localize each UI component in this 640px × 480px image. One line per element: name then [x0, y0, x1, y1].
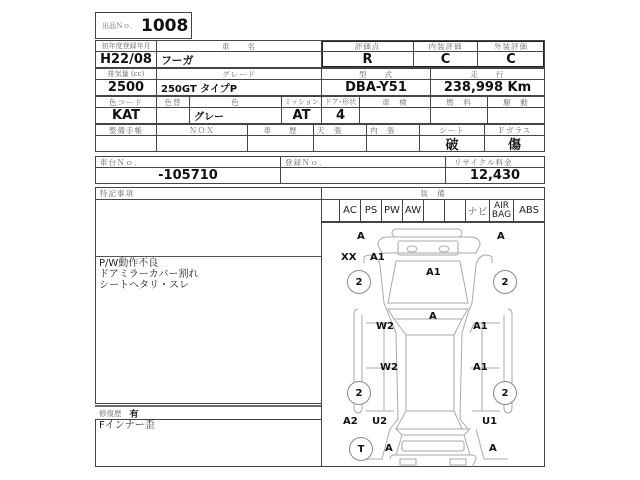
- damage-rear-right-corner: A: [489, 443, 497, 454]
- lot-number-box: [95, 12, 192, 39]
- chassis-label: 車台Ｎｏ．: [95, 156, 281, 168]
- registration-value: [280, 167, 446, 184]
- registration-label: 登録Ｎｏ．: [280, 156, 446, 168]
- equipment-item-aw: AW: [403, 200, 424, 221]
- tire-rear-right: 2: [493, 381, 517, 405]
- history-value: [247, 135, 314, 152]
- remarks-label: 特記事項: [95, 187, 322, 200]
- equipment-item-abs: ABS: [519, 205, 539, 216]
- interior-lining-value: [366, 135, 420, 152]
- repair-history-header: [95, 405, 322, 419]
- damage-front-right-corner: A: [497, 231, 505, 242]
- inspection-value: [359, 107, 431, 124]
- equipment-item-blank-2: [424, 200, 445, 221]
- damage-rear-left-quarter: U2: [372, 416, 388, 427]
- inspection-label: 車 検: [359, 96, 431, 108]
- spare-tire: T: [349, 437, 373, 461]
- displacement-value: 2500: [95, 79, 157, 96]
- recycle-label: リサイクル料金: [445, 156, 545, 168]
- model-value: DBA-Y51: [321, 79, 431, 96]
- transmission-value: AT: [281, 107, 322, 124]
- equipment-item-ps: PS: [361, 200, 382, 221]
- history-label: 車 歴: [247, 124, 314, 136]
- roof-value: [313, 135, 367, 152]
- equipment-label: 装 備: [321, 187, 545, 200]
- color-label: 色: [189, 96, 282, 108]
- seat-label: シート: [419, 124, 485, 136]
- color-code-value: KAT: [95, 107, 157, 124]
- fuel-label: 燃 料: [430, 96, 488, 108]
- color-code-label: 色コード: [95, 96, 157, 108]
- remark-line-2: ドアミラーカバー割れ: [99, 269, 199, 280]
- equipment-row: [321, 199, 545, 222]
- exterior-score-label: 外装評価: [477, 40, 545, 52]
- seat-value: 破: [419, 135, 485, 152]
- damage-front-left-fender: A1: [370, 252, 385, 263]
- drive-label: 駆 動: [487, 96, 545, 108]
- reg-year-value: H22/08: [95, 51, 157, 68]
- equipment-item-airbag: AIR BAG: [490, 200, 514, 221]
- mileage-label: 走 行: [430, 68, 545, 80]
- transmission-label: ミッション: [281, 96, 322, 108]
- remarks-divider: [95, 256, 322, 257]
- tire-rear-left: 2: [347, 381, 371, 405]
- damage-rear-left-door: W2: [380, 362, 398, 373]
- damage-rear-right-door: A1: [473, 362, 488, 373]
- repair-notes: Fインナー歪: [99, 420, 155, 431]
- lot-number-label: 出品Ｎｏ．: [102, 21, 137, 30]
- damage-front-left-corner: A: [357, 231, 365, 242]
- drive-value: [487, 107, 545, 124]
- chassis-value: -105710: [95, 167, 281, 184]
- equipment-item-ac: AC: [340, 200, 361, 221]
- car-name-value: フーガ: [156, 51, 322, 68]
- model-label: 型 式: [321, 68, 431, 80]
- fglass-value: 傷: [484, 135, 545, 152]
- equipment-item-blank: [322, 200, 340, 221]
- damage-front-left-door: W2: [376, 321, 394, 332]
- remarks-lines: [99, 258, 319, 291]
- damage-roof-front: A: [429, 311, 437, 322]
- roof-label: 天 張: [313, 124, 367, 136]
- remark-line-3: シートヘタリ・スレ: [99, 280, 189, 291]
- fuel-value: [430, 107, 488, 124]
- equipment-item-navi: ナビ: [466, 200, 490, 221]
- maintenance-value: [95, 135, 157, 152]
- doors-label: ドア･形状: [321, 96, 360, 108]
- remark-line-1: P/W動作不良: [99, 258, 159, 269]
- equipment-item-pw: PW: [382, 200, 403, 221]
- damage-rear-right-quarter: U1: [482, 416, 498, 427]
- recycle-value: 12,430: [445, 167, 545, 184]
- damage-front-right-door: A1: [473, 321, 488, 332]
- grade-label: グレード: [156, 68, 322, 80]
- tire-front-left: 2: [347, 270, 371, 294]
- grade-value: 250GT タイプP: [156, 79, 322, 96]
- color-value: グレー: [189, 107, 282, 124]
- repair-notes-box: [95, 419, 322, 467]
- damage-front-left-fender-outer: XX: [341, 252, 357, 263]
- damage-hood: A1: [426, 267, 441, 278]
- lot-number-value: 1008: [141, 15, 189, 36]
- interior-score-label: 内装評価: [413, 40, 478, 52]
- reg-year-label: 初年度登録年月: [95, 40, 157, 52]
- doors-value: 4: [321, 107, 360, 124]
- score-label: 評価点: [321, 40, 414, 52]
- interior-score-value: C: [413, 51, 478, 68]
- fglass-label: Ｆガラス: [484, 124, 545, 136]
- color-change-label: 色替: [156, 96, 190, 108]
- exterior-score-value: C: [477, 51, 545, 68]
- displacement-label: 排気量 (cc): [95, 68, 157, 80]
- color-change-value: [156, 107, 190, 124]
- damage-rear-left-corner: A: [385, 443, 393, 454]
- score-value: R: [321, 51, 414, 68]
- damage-rear-left-quarter-outer: A2: [343, 416, 358, 427]
- remarks-body: [95, 199, 322, 404]
- tire-front-right: 2: [493, 270, 517, 294]
- equipment-item-blank-3: [445, 200, 466, 221]
- interior-lining-label: 内 張: [366, 124, 420, 136]
- car-name-label: 車 名: [156, 40, 322, 52]
- nox-label: ＮＯＸ: [156, 124, 248, 136]
- damage-diagram: [321, 222, 545, 467]
- nox-value: [156, 135, 248, 152]
- repair-history-label: 修復歴: [99, 408, 122, 418]
- repair-history-value: 有: [129, 409, 139, 420]
- maintenance-label: 整備手帳: [95, 124, 157, 136]
- mileage-value: 238,998 Km: [430, 79, 545, 96]
